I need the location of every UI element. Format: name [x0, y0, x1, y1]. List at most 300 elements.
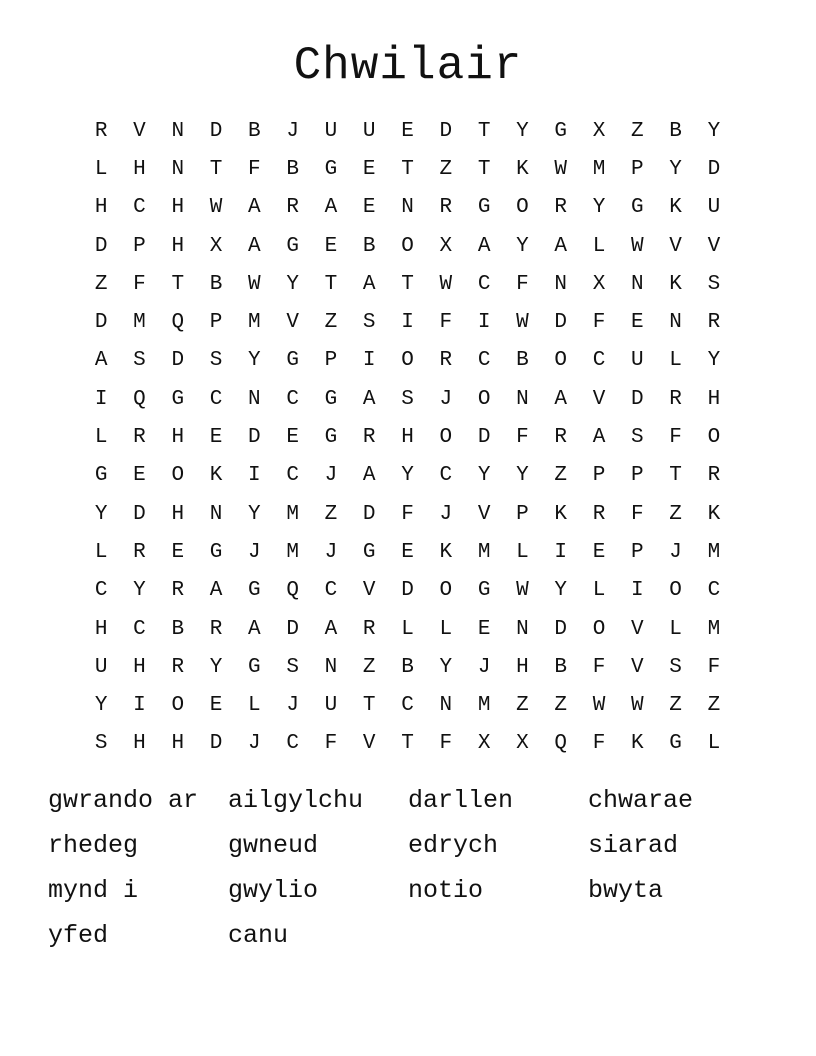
grid-letter: T — [401, 157, 414, 181]
grid-letter: W — [592, 694, 606, 718]
grid-letter: K — [439, 540, 453, 564]
grid-letter: L — [94, 157, 108, 181]
grid-letter: E — [401, 540, 414, 564]
grid-letter: O — [516, 196, 529, 220]
grid-letter: D — [171, 349, 185, 373]
grid-letter: P — [592, 464, 606, 488]
grid-letter: D — [209, 119, 223, 143]
grid-letter: Y — [516, 234, 529, 258]
grid-letter: R — [707, 464, 721, 488]
grid-letter: F — [401, 502, 414, 526]
grid-letter: R — [171, 579, 185, 603]
grid-letter: H — [171, 502, 185, 526]
word-list-item: rhedeg — [48, 831, 139, 860]
grid-letter: U — [707, 196, 721, 220]
grid-letter: J — [439, 502, 453, 526]
grid-letter: D — [248, 426, 261, 450]
grid-letter: G — [477, 579, 491, 603]
grid-letter: B — [286, 157, 299, 181]
grid-letter: O — [669, 579, 682, 603]
grid-letter: F — [248, 157, 261, 181]
word-list-item: notio — [408, 876, 484, 905]
grid-letter: C — [133, 617, 146, 641]
grid-letter: X — [439, 234, 453, 258]
grid-letter: D — [401, 579, 414, 603]
grid-letter: D — [707, 157, 721, 181]
grid-letter: O — [554, 349, 568, 373]
grid-letter: G — [324, 387, 338, 411]
word-list — [48, 778, 768, 958]
grid-letter: A — [362, 387, 376, 411]
grid-letter: G — [477, 196, 491, 220]
grid-letter: S — [94, 732, 108, 756]
grid-letter: U — [324, 119, 338, 143]
grid-letter: V — [362, 732, 376, 756]
grid-letter: N — [248, 387, 261, 411]
grid-letter: M — [477, 694, 491, 718]
grid-letter: Z — [669, 502, 682, 526]
grid-letter: P — [631, 157, 644, 181]
grid-letter: V — [477, 502, 491, 526]
grid-letter: S — [362, 311, 376, 335]
grid-letter: L — [248, 694, 261, 718]
grid-letter: R — [94, 119, 108, 143]
grid-letter: O — [171, 694, 185, 718]
grid-letter: J — [248, 732, 261, 756]
grid-letter: A — [248, 617, 261, 641]
grid-letter: R — [209, 617, 223, 641]
grid-letter: A — [248, 234, 261, 258]
grid-letter: C — [286, 732, 299, 756]
grid-letter: E — [401, 119, 414, 143]
grid-letter: N — [516, 387, 529, 411]
grid-letter: B — [554, 655, 568, 679]
grid-letter: Y — [516, 119, 529, 143]
grid-letter: N — [554, 272, 568, 296]
grid-letter: O — [401, 349, 414, 373]
grid-letter: E — [286, 426, 299, 450]
grid-letter: U — [324, 694, 338, 718]
grid-letter: W — [554, 157, 568, 181]
grid-letter: O — [477, 387, 491, 411]
grid-letter: F — [324, 732, 338, 756]
grid-letter: A — [324, 617, 338, 641]
grid-letter: K — [669, 272, 682, 296]
grid-letter: I — [554, 540, 568, 564]
grid-letter: O — [592, 617, 606, 641]
grid-letter: G — [631, 196, 644, 220]
grid-letter: A — [592, 426, 606, 450]
grid-letter: T — [324, 272, 338, 296]
grid-letter: A — [209, 579, 223, 603]
grid-letter: D — [554, 617, 568, 641]
grid-letter: T — [401, 272, 414, 296]
grid-letter: F — [631, 502, 644, 526]
grid-letter: K — [707, 502, 721, 526]
grid-letter: A — [324, 196, 338, 220]
grid-letter: E — [477, 617, 491, 641]
grid-letter: D — [286, 617, 299, 641]
grid-letter: V — [631, 617, 644, 641]
grid-letter: C — [401, 694, 414, 718]
grid-letter: F — [707, 655, 721, 679]
grid-letter: Q — [286, 579, 299, 603]
grid-letter: I — [631, 579, 644, 603]
grid-letter: D — [554, 311, 568, 335]
grid-letter: C — [439, 464, 453, 488]
grid-letter: M — [707, 540, 721, 564]
grid-letter: G — [94, 464, 108, 488]
grid-letter: H — [171, 426, 185, 450]
grid-letter: O — [439, 426, 453, 450]
grid-letter: I — [477, 311, 491, 335]
grid-letter: L — [401, 617, 414, 641]
grid-letter: E — [592, 540, 606, 564]
grid-letter: H — [94, 196, 108, 220]
grid-letter: S — [286, 655, 299, 679]
grid-letter: Q — [554, 732, 568, 756]
grid-letter: P — [133, 234, 146, 258]
grid-letter: X — [477, 732, 491, 756]
grid-letter: J — [286, 119, 299, 143]
grid-letter: X — [592, 272, 606, 296]
grid-letter: Y — [248, 349, 261, 373]
grid-letter: Z — [439, 157, 453, 181]
grid-letter: C — [133, 196, 146, 220]
grid-letter: Q — [133, 387, 146, 411]
word-list-item: gwrando ar — [48, 786, 199, 815]
grid-letter: C — [324, 579, 338, 603]
grid-letter: G — [209, 540, 223, 564]
grid-letter: O — [707, 426, 721, 450]
grid-letter: G — [362, 540, 376, 564]
grid-letter: Z — [707, 694, 721, 718]
page-title: Chwilair — [293, 40, 523, 92]
grid-letter: X — [209, 234, 223, 258]
grid-letter: N — [171, 157, 185, 181]
grid-letter: R — [362, 426, 376, 450]
word-list-item: mynd i — [48, 876, 139, 905]
grid-letter: W — [248, 272, 261, 296]
grid-letter: I — [133, 694, 146, 718]
grid-letter: A — [248, 196, 261, 220]
grid-letter: F — [516, 426, 529, 450]
grid-letter: R — [171, 655, 185, 679]
grid-letter: B — [209, 272, 223, 296]
grid-letter: B — [669, 119, 682, 143]
grid-letter: S — [209, 349, 223, 373]
grid-letter: N — [171, 119, 185, 143]
grid-letter: Z — [669, 694, 682, 718]
grid-letter: G — [554, 119, 568, 143]
grid-letter: Y — [94, 502, 108, 526]
grid-letter: R — [286, 196, 299, 220]
grid-letter: D — [94, 311, 108, 335]
word-list-item: edrych — [408, 831, 499, 860]
grid-letter: B — [401, 655, 414, 679]
grid-letter: T — [477, 119, 491, 143]
grid-letter: C — [592, 349, 606, 373]
grid-letter: S — [707, 272, 721, 296]
grid-letter: Z — [324, 311, 338, 335]
grid-letter: S — [669, 655, 682, 679]
grid-letter: W — [209, 196, 223, 220]
grid-letter: B — [248, 119, 261, 143]
grid-letter: R — [707, 311, 721, 335]
grid-letter: L — [516, 540, 529, 564]
grid-letter: V — [631, 655, 644, 679]
grid-letter: F — [133, 272, 146, 296]
grid-letter: H — [171, 234, 185, 258]
grid-letter: A — [554, 387, 568, 411]
grid-letter: J — [669, 540, 682, 564]
grid-letter: Y — [592, 196, 606, 220]
grid-letter: D — [362, 502, 376, 526]
grid-letter: J — [324, 464, 338, 488]
grid-letter: D — [477, 426, 491, 450]
grid-letter: F — [592, 655, 606, 679]
grid-letter: M — [707, 617, 721, 641]
grid-letter: A — [94, 349, 108, 373]
grid-letter: U — [94, 655, 108, 679]
grid-letter: F — [592, 311, 606, 335]
grid-letter: M — [592, 157, 606, 181]
grid-letter: H — [707, 387, 721, 411]
grid-letter: M — [477, 540, 491, 564]
grid-letter: J — [439, 387, 453, 411]
grid-letter: I — [94, 387, 108, 411]
grid-letter: Y — [209, 655, 223, 679]
grid-letter: H — [171, 732, 185, 756]
word-list-item: darllen — [408, 786, 514, 815]
grid-letter: W — [439, 272, 453, 296]
grid-letter: D — [439, 119, 453, 143]
grid-letter: Y — [94, 694, 108, 718]
grid-letter: R — [554, 426, 568, 450]
grid-letter: N — [324, 655, 338, 679]
grid-letter: P — [516, 502, 529, 526]
grid-letter: Y — [516, 464, 529, 488]
grid-letter: U — [362, 119, 376, 143]
grid-letter: R — [133, 426, 146, 450]
word-list-item: bwyta — [588, 876, 664, 905]
grid-letter: T — [477, 157, 491, 181]
grid-letter: K — [209, 464, 223, 488]
grid-letter: K — [554, 502, 568, 526]
grid-letter: W — [516, 311, 529, 335]
grid-letter: G — [248, 655, 261, 679]
grid-letter: I — [401, 311, 414, 335]
grid-letter: Y — [707, 349, 721, 373]
grid-letter: J — [286, 694, 299, 718]
grid-letter: Y — [401, 464, 414, 488]
grid-letter: Y — [286, 272, 299, 296]
word-list-item: yfed — [48, 921, 109, 950]
grid-letter: E — [209, 426, 223, 450]
grid-letter: P — [209, 311, 223, 335]
word-list-item: gwylio — [228, 876, 319, 905]
grid-letter: T — [171, 272, 185, 296]
word-list-item: chwarae — [588, 786, 694, 815]
grid-letter: G — [669, 732, 682, 756]
grid-letter: Z — [324, 502, 338, 526]
grid-letter: E — [133, 464, 146, 488]
grid-letter: T — [209, 157, 223, 181]
grid-letter: G — [248, 579, 261, 603]
letter-grid — [82, 112, 733, 763]
grid-letter: D — [209, 732, 223, 756]
grid-letter: B — [362, 234, 376, 258]
grid-letter: T — [362, 694, 376, 718]
grid-letter: R — [554, 196, 568, 220]
grid-letter: M — [286, 502, 299, 526]
grid-letter: R — [439, 349, 453, 373]
grid-letter: D — [133, 502, 146, 526]
grid-letter: R — [439, 196, 453, 220]
grid-letter: E — [631, 311, 644, 335]
grid-letter: A — [477, 234, 491, 258]
grid-letter: Z — [554, 464, 568, 488]
grid-letter: K — [631, 732, 644, 756]
grid-letter: N — [439, 694, 453, 718]
grid-letter: I — [248, 464, 261, 488]
grid-letter: K — [516, 157, 529, 181]
grid-letter: C — [286, 464, 299, 488]
grid-letter: F — [439, 732, 453, 756]
grid-letter: V — [592, 387, 606, 411]
grid-letter: L — [94, 426, 108, 450]
grid-letter: Y — [554, 579, 568, 603]
grid-letter: Y — [133, 579, 146, 603]
grid-letter: V — [362, 579, 376, 603]
grid-letter: U — [631, 349, 644, 373]
grid-letter: N — [631, 272, 644, 296]
grid-letter: H — [94, 617, 108, 641]
grid-letter: Z — [94, 272, 108, 296]
grid-letter: C — [286, 387, 299, 411]
grid-letter: K — [669, 196, 682, 220]
grid-letter: N — [516, 617, 529, 641]
grid-letter: H — [171, 196, 185, 220]
grid-letter: E — [209, 694, 223, 718]
grid-letter: O — [171, 464, 185, 488]
grid-letter: O — [439, 579, 453, 603]
grid-letter: H — [133, 655, 146, 679]
grid-letter: C — [209, 387, 223, 411]
grid-letter: N — [209, 502, 223, 526]
grid-letter: Z — [554, 694, 568, 718]
grid-letter: X — [516, 732, 529, 756]
grid-letter: H — [516, 655, 529, 679]
grid-letter: A — [554, 234, 568, 258]
grid-letter: Q — [171, 311, 185, 335]
grid-letter: F — [516, 272, 529, 296]
grid-letter: Y — [439, 655, 453, 679]
grid-letter: G — [171, 387, 185, 411]
grid-letter: R — [669, 387, 682, 411]
grid-letter: M — [286, 540, 299, 564]
grid-letter: J — [248, 540, 261, 564]
grid-letter: S — [631, 426, 644, 450]
grid-letter: Y — [707, 119, 721, 143]
grid-letter: I — [362, 349, 376, 373]
grid-letter: E — [362, 157, 376, 181]
grid-letter: L — [707, 732, 721, 756]
grid-letter: F — [439, 311, 453, 335]
word-list-item: canu — [228, 921, 289, 950]
grid-letter: C — [94, 579, 108, 603]
grid-letter: E — [171, 540, 185, 564]
grid-letter: L — [669, 617, 682, 641]
grid-letter: A — [362, 272, 376, 296]
grid-letter: Z — [631, 119, 644, 143]
grid-letter: G — [324, 157, 338, 181]
grid-letter: F — [592, 732, 606, 756]
grid-letter: B — [171, 617, 185, 641]
grid-letter: A — [362, 464, 376, 488]
grid-letter: L — [94, 540, 108, 564]
grid-letter: D — [631, 387, 644, 411]
grid-letter: E — [362, 196, 376, 220]
grid-letter: H — [133, 157, 146, 181]
grid-letter: G — [286, 349, 299, 373]
grid-letter: W — [631, 694, 644, 718]
grid-letter: Y — [477, 464, 491, 488]
grid-letter: E — [324, 234, 338, 258]
grid-letter: L — [592, 579, 606, 603]
grid-letter: X — [592, 119, 606, 143]
grid-letter: J — [324, 540, 338, 564]
grid-letter: B — [516, 349, 529, 373]
grid-letter: F — [669, 426, 682, 450]
grid-letter: H — [401, 426, 414, 450]
word-list-item: ailgylchu — [228, 786, 364, 815]
grid-letter: Z — [516, 694, 529, 718]
word-list-item: siarad — [588, 831, 679, 860]
grid-letter: N — [669, 311, 682, 335]
grid-letter: L — [669, 349, 682, 373]
grid-letter: V — [133, 119, 146, 143]
grid-letter: R — [362, 617, 376, 641]
grid-letter: C — [477, 349, 491, 373]
grid-letter: P — [631, 540, 644, 564]
grid-letter: C — [477, 272, 491, 296]
grid-letter: S — [133, 349, 146, 373]
grid-letter: L — [439, 617, 453, 641]
grid-letter: Z — [362, 655, 376, 679]
grid-letter: W — [631, 234, 644, 258]
grid-letter: Y — [669, 157, 682, 181]
grid-letter: C — [707, 579, 721, 603]
word-list-item: gwneud — [228, 831, 319, 860]
grid-letter: W — [516, 579, 529, 603]
grid-letter: R — [133, 540, 146, 564]
grid-letter: R — [592, 502, 606, 526]
grid-letter: V — [286, 311, 299, 335]
grid-letter: G — [286, 234, 299, 258]
grid-letter: P — [324, 349, 338, 373]
grid-letter: J — [477, 655, 491, 679]
grid-letter: O — [401, 234, 414, 258]
grid-letter: Y — [248, 502, 261, 526]
grid-letter: V — [707, 234, 721, 258]
grid-letter: T — [401, 732, 414, 756]
grid-letter: P — [631, 464, 644, 488]
grid-letter: M — [133, 311, 146, 335]
grid-letter: S — [401, 387, 414, 411]
grid-letter: G — [324, 426, 338, 450]
grid-letter: T — [669, 464, 682, 488]
